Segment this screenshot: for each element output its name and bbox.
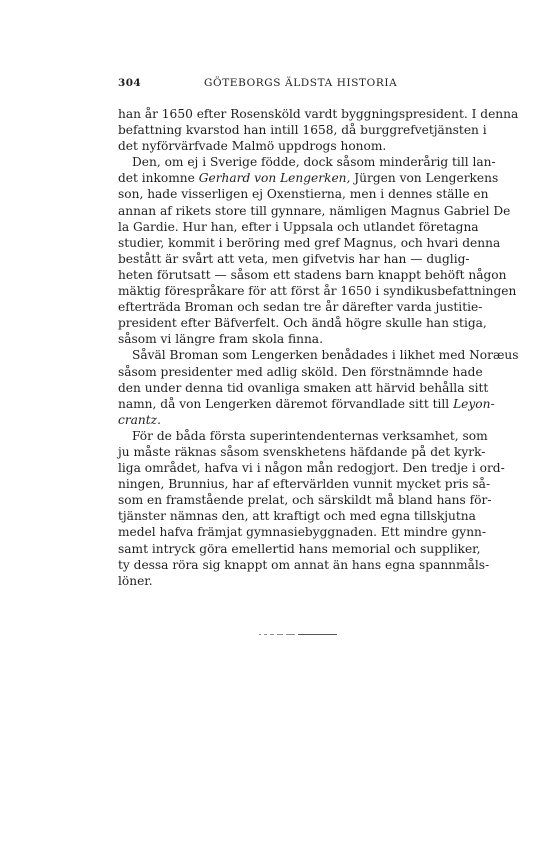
italic-name: crantz.: [118, 412, 161, 427]
running-head: [118, 77, 444, 93]
text-line: heten förutsatt — såsom ett stadens barn knappt behöft någon: [118, 267, 507, 282]
rule-dot: [277, 634, 283, 635]
text-span: Jürgen von Lengerkens: [354, 171, 499, 186]
text-line: som en framstående prelat, och särskildt må bland hans för-: [118, 493, 492, 508]
text-line: det nyförvärfvade Malmö uppdrogs honom.: [118, 139, 387, 154]
running-title: GÖTEBORGS ÄLDSTA HISTORIA: [204, 77, 398, 89]
text-line: Den, om ej i Sverige födde, dock såsom minderårig till lan-: [132, 155, 496, 170]
text-line: tjänster nämnas den, att kraftigt och med egna tillskjutna: [118, 509, 476, 524]
text-line: samt intryck göra emellertid hans memorial och suppliker,: [118, 541, 481, 556]
section-end-rule: [259, 633, 337, 637]
text-line: bestått är svårt att veta, men gifvetvis har han — duglig-: [118, 251, 470, 266]
text-line: [118, 396, 495, 412]
text-line: ju måste räknas såsom svenskhetens häfdande på det kyrk-: [118, 444, 486, 459]
text-line: såsom vi längre fram skola finna.: [118, 332, 323, 347]
italic-name: Leyon-: [453, 396, 495, 411]
text-line: president efter Bäfverfelt. Och ändå högre skulle han stiga,: [118, 316, 487, 331]
body-text: [118, 106, 519, 589]
text-line: son, hade visserligen ej Oxenstierna, men i dennes ställe en: [118, 187, 489, 202]
text-span: det inkomne: [118, 171, 195, 186]
text-line: medel hafva främjat gymnasiebyggnaden. Ett mindre gynn-: [118, 525, 487, 540]
text-line: För de båda första superintendenternas verksamhet, som: [132, 428, 488, 443]
text-line: annan af rikets store till gynnare, nämligen Magnus Gabriel De: [118, 203, 511, 218]
text-line: [118, 170, 499, 186]
text-line: la Gardie. Hur han, efter i Uppsala och utlandet företagna: [118, 219, 479, 234]
text-line: efterträda Broman och sedan tre år därefter varda justitie-: [118, 300, 483, 315]
rule-dot: [270, 634, 274, 635]
text-line: liga området, hafva vi i någon mån redogjort. Den tredje i ord-: [118, 461, 505, 476]
text-line: ty dessa röra sig knappt om annat än hans egna spannmåls-: [118, 557, 490, 572]
rule-dot: [286, 634, 295, 635]
text-line: befattning kvarstod han intill 1658, då burggrefvetjänsten i: [118, 123, 487, 138]
page-number: 304: [118, 77, 142, 89]
text-line: såsom presidenter med adlig sköld. Den förstnämnde hade: [118, 364, 483, 379]
text-line: mäktig förespråkare för att först år 1650 i syndikusbefattningen: [118, 284, 517, 299]
rule-line: [298, 634, 337, 635]
text-line: löner.: [118, 573, 153, 588]
rule-dot: [264, 634, 267, 635]
italic-name: Gerhard von Lengerken,: [198, 171, 351, 186]
text-span: namn, då von Lengerken däremot förvandlade sitt till: [118, 396, 450, 411]
text-line: studier, kommit i beröring med gref Magnus, och hvari denna: [118, 235, 501, 250]
text-line: han år 1650 efter Rosensköld vardt byggningspresident. I denna: [118, 107, 519, 121]
text-line: [118, 412, 444, 428]
text-line: ningen, Brunnius, har af eftervärlden vunnit mycket pris så-: [118, 477, 491, 492]
text-line: Såväl Broman som Lengerken benådades i likhet med Noræus: [132, 348, 519, 363]
text-line: den under denna tid ovanliga smaken att härvid behålla sitt: [118, 380, 489, 395]
rule-dot: [259, 634, 261, 635]
